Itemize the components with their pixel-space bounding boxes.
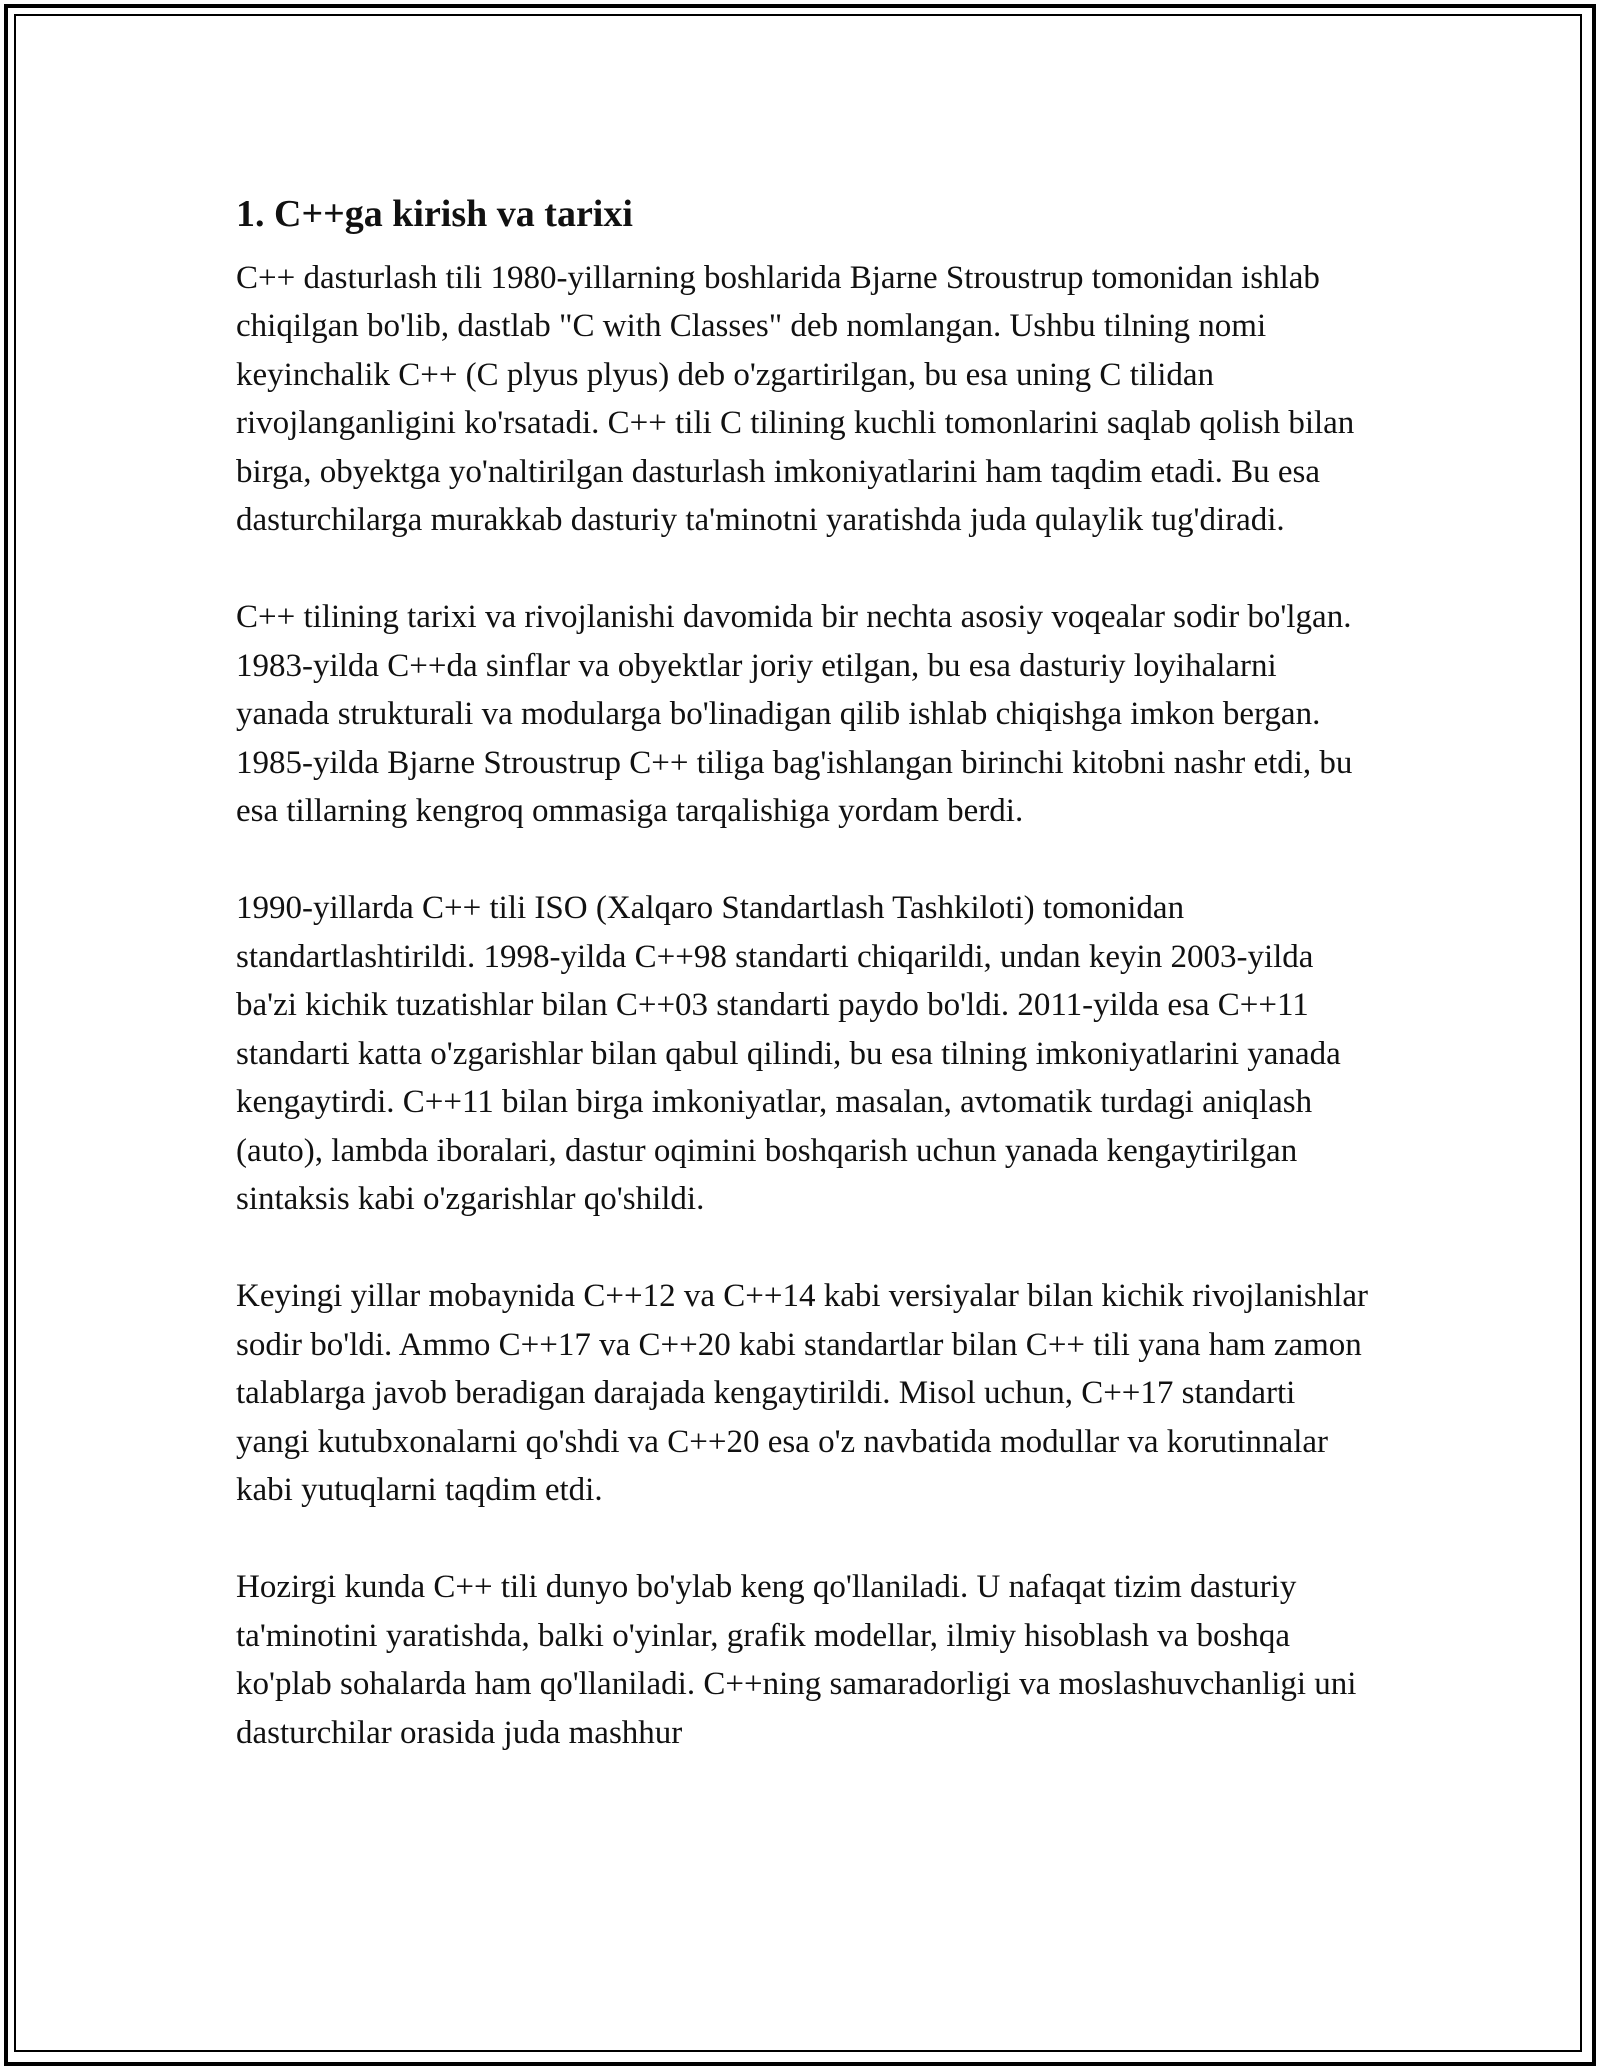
paragraph-standardization: 1990-yillarda C++ tili ISO (Xalqaro Standartlash Tashkiloti) tomonidan standartlashtirildi. 1998-yilda C++98 standarti chiqarildi, undan keyin 2003-yilda ba'zi kichik tuzatishlar bilan C++03 standarti paydo bo'ldi. 2011-yilda esa C++11 standarti katta o'zgarishlar bilan qabul qilindi, bu esa tilning imkoniyatlarini yanada kengaytirdi. C++11 bilan birga imkoniyatlar, masalan, avtomatik turdagi aniqlash (auto), lambda iboralari, dastur oqimini boshqarish uchun yanada kengaytirilgan sintaksis kabi o'zgarishlar qo'shildi. [236,890,1341,1217]
document-body [236,188,1376,1757]
paragraph-modern-standards: Keyingi yillar mobaynida C++12 va C++14 kabi versiyalar bilan kichik rivojlanishlar sodir bo'ldi. Ammo C++17 va C++20 kabi standartlar bilan C++ tili yana ham zamon talablarga javob beradigan darajada kengaytirildi. Misol uchun, C++17 standarti yangi kutubxonalarni qo'shdi va C++20 esa o'z navbatida modullar va korutinnalar kabi yutuqlarni taqdim etdi. [236,1278,1369,1508]
paragraph-current-usage: Hozirgi kunda C++ tili dunyo bo'ylab keng qo'llaniladi. U nafaqat tizim dasturiy ta'minotini yaratishda, balki o'yinlar, grafik modellar, ilmiy hisoblash va boshqa ko'plab sohalarda ham qo'llaniladi. C++ning samaradorligi va moslashuvchanligi uni dasturchilar orasida juda mashhur [236,1569,1357,1751]
paragraph-history: C++ tilining tarixi va rivojlanishi davomida bir nechta asosiy voqealar sodir bo'lgan. 1983-yilda C++da sinflar va obyektlar joriy etilgan, bu esa dasturiy loyihalarni yanada strukturali va modularga bo'linadigan qilib ishlab chiqishga imkon bergan. 1985-yilda Bjarne Stroustrup C++ tiliga bag'ishlangan birinchi kitobni nashr etdi, bu esa tillarning kengroq ommasiga tarqalishiga yordam berdi. [236,599,1353,830]
paragraph-introduction: C++ dasturlash tili 1980-yillarning boshlarida Bjarne Stroustrup tomonidan ishlab chiqilgan bo'lib, dastlab "C with Classes" deb nomlangan. Ushbu tilning nomi keyinchalik C++ (C plyus plyus) deb o'zgartirilgan, bu esa uning C tilidan rivojlanganligini ko'rsatadi. C++ tili C tilining kuchli tomonlarini saqlab qolish bilan birga, obyektga yo'naltirilgan dasturlash imkoniyatlarini ham taqdim etadi. Bu esa dasturchilarga murakkab dasturiy ta'minotni yaratishda juda qulaylik tug'diradi. [236,260,1355,539]
section-heading: 1. C++ga kirish va tarixi [236,193,633,235]
